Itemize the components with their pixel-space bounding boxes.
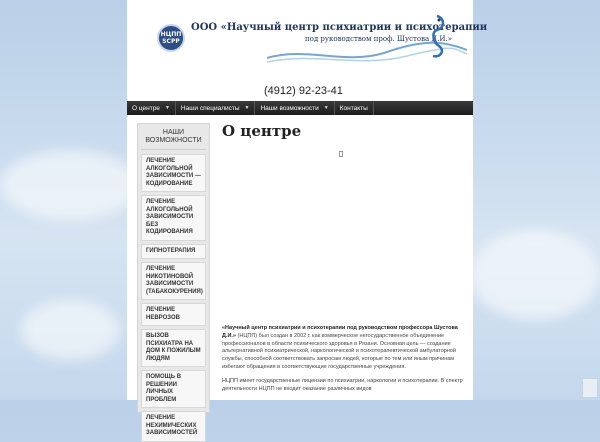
sidebar-item-personal-problems[interactable]: ПОМОЩЬ В РЕШЕНИИ ЛИЧНЫХ ПРОБЛЕМ <box>141 370 206 408</box>
sidebar-item-alcohol-no-coding[interactable]: ЛЕЧЕНИЕ АЛКОГОЛЬНОЙ ЗАВИСИМОСТИ БЕЗ КОДИРОВАНИЯ <box>141 195 206 241</box>
nav-item-label: О центре <box>132 104 160 112</box>
sidebar-services <box>137 123 210 436</box>
seahorse-logo-icon <box>419 12 449 62</box>
nav-item-services[interactable] <box>255 101 334 115</box>
intro-paragraph <box>222 325 467 372</box>
background-cloud <box>0 150 140 220</box>
sidebar-item-nonchemical[interactable]: ЛЕЧЕНИЕ НЕХИМИЧЕСКИХ ЗАВИСИМОСТЕЙ <box>141 411 206 442</box>
main-navigation <box>127 101 473 115</box>
sidebar-item-nicotine[interactable]: ЛЕЧЕНИЕ НИКОТИНОВОЙ ЗАВИСИМОСТИ (ТАБАКОКУРЕНИЯ) <box>141 262 206 300</box>
embedded-media-icon[interactable] <box>339 151 343 157</box>
site-title: ООО «Научный центр психиатрии и психотерапии <box>191 22 488 33</box>
nav-item-about[interactable] <box>127 101 176 115</box>
site-header: НЦПП SCPP ООО «Научный центр психиатрии и психотерапии под руководством проф. Шустова Д.И.» (4912) 92-23-41 <box>127 0 473 101</box>
nav-item-label: Наши возможности <box>260 104 319 112</box>
nav-item-contacts[interactable] <box>335 101 374 115</box>
intro-text <box>222 325 467 399</box>
sidebar-heading: НАШИ ВОЗМОЖНОСТИ <box>141 127 206 150</box>
site-subtitle: под руководством проф. Шустова Д.И.» <box>305 35 452 43</box>
background-cloud <box>20 300 120 360</box>
side-widget[interactable] <box>582 378 598 398</box>
paragraph-licenses: НЦПП имеет государственные лицензии по психиатрии, наркологии и психотерапии. В спектр деятельности НЦПП не входит оказание различных видов <box>222 377 463 392</box>
logo-badge[interactable] <box>157 24 185 52</box>
sidebar-item-alcohol-coding[interactable]: ЛЕЧЕНИЕ АЛКОГОЛЬНОЙ ЗАВИСИМОСТИ — КОДИРОВАНИЕ <box>141 154 206 192</box>
nav-item-label: Контакты <box>339 104 368 112</box>
logo-text-en: SCPP <box>162 38 180 45</box>
main-content <box>222 121 467 392</box>
content-area <box>127 115 473 436</box>
logo-text-ru: НЦПП <box>160 31 182 38</box>
background-cloud <box>470 230 600 320</box>
page-title: О центре <box>222 122 302 140</box>
sidebar-item-neuroses[interactable]: ЛЕЧЕНИЕ НЕВРОЗОВ <box>141 303 206 326</box>
intro-body: (НЦПП) был создан в 2002 г. как коммерческое негосударственное объединение профессионалов в области психического здоровья в Рязани. Основная цель — создание альтернативной психиатрической, наркологической и психотерапевтической амбулаторной службы, способной соответствовать запросам людей, которые по тем или иным причинам избегают обращения в соответствующие государственные учреждения. <box>222 332 456 370</box>
sidebar-item-hypnotherapy[interactable]: ГИПНОТЕРАПИЯ <box>141 244 206 260</box>
chevron-down-icon: ▼ <box>244 105 250 111</box>
nav-item-specialists[interactable] <box>176 101 256 115</box>
chevron-down-icon: ▼ <box>323 105 329 111</box>
sidebar-item-home-visit[interactable]: ВЫЗОВ ПСИХИАТРА НА ДОМ К ПОЖИЛЫМ ЛЮДЯМ <box>141 329 206 367</box>
nav-item-label: Наши специалисты <box>180 104 240 112</box>
page-container <box>127 0 488 436</box>
intro-bold: «Научный центр психиатрии и психотерапии под руководством профессора Шустова Д.И.» <box>222 325 458 339</box>
chevron-down-icon: ▼ <box>164 105 170 111</box>
